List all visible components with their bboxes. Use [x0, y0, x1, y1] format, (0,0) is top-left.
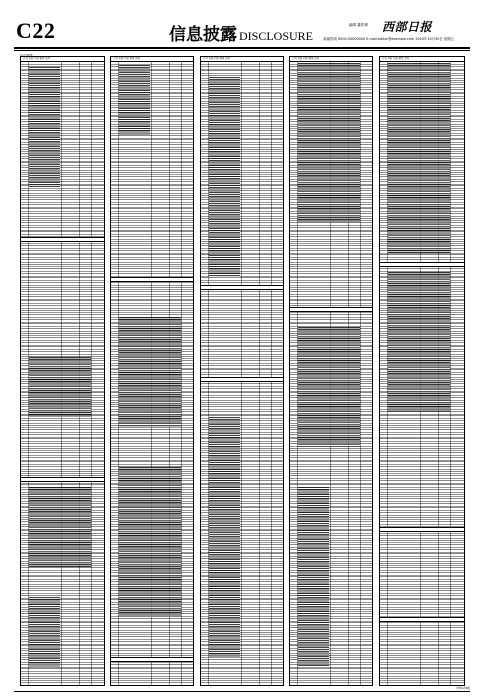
- column-header: 序号 名称 代码 数量 比例: [111, 57, 193, 62]
- bottom-rule: [14, 691, 470, 692]
- section-title: 信息披露: [169, 25, 237, 45]
- dense-text-block: [29, 357, 91, 417]
- section-divider: [380, 527, 464, 532]
- masthead: [14, 16, 470, 46]
- dense-text-block: [119, 317, 181, 427]
- dense-text-block: [119, 467, 181, 617]
- page-number: C22: [16, 18, 56, 43]
- continuation-note: 下转C23版: [455, 686, 470, 690]
- table-column-4: [289, 56, 373, 686]
- dense-text-block: [298, 63, 360, 223]
- newspaper-logo: 西部日报: [381, 20, 432, 34]
- dense-text-block: [298, 487, 329, 667]
- dense-text-block: [29, 67, 60, 187]
- section-divider: [111, 657, 193, 662]
- section-title-group: [169, 20, 313, 45]
- column-header: 序号 名称 代码 数量 比例: [380, 57, 464, 62]
- masthead-rule-thick: [14, 47, 470, 49]
- masthead-rule-thin: [14, 50, 470, 51]
- dense-text-block: [29, 487, 91, 567]
- table-column-2: [110, 56, 194, 686]
- contact-date-line: 新闻热线 0000-00000000 E-mail:editor@example.com 2020年10月30日 星期五: [323, 37, 454, 41]
- table-column-1: [20, 56, 105, 686]
- dense-text-block: [388, 63, 450, 253]
- section-divider: [21, 237, 104, 242]
- section-title-en: DISCLOSURE: [239, 29, 314, 43]
- section-divider: [380, 617, 464, 622]
- column-header: 序号 名称 代码 数量 比例: [201, 57, 283, 62]
- column-header: 序号 名称 代码 数量 比例: [290, 57, 372, 62]
- section-divider: [290, 307, 372, 312]
- disclosure-body: [20, 53, 465, 686]
- section-divider: [21, 477, 104, 482]
- dense-text-block: [209, 77, 240, 277]
- section-divider: [380, 262, 464, 267]
- column-header: 序号 名称 代码 数量 比例: [21, 57, 104, 62]
- dense-text-block: [119, 65, 150, 135]
- dense-text-block: [298, 327, 360, 447]
- editor-credit: 编辑 董奕博: [348, 23, 368, 27]
- section-divider: [201, 377, 283, 382]
- section-divider: [111, 277, 193, 282]
- section-divider: [201, 285, 283, 290]
- dense-text-block: [388, 272, 450, 412]
- dense-text-block: [29, 597, 60, 667]
- dense-text-block: [209, 417, 240, 657]
- table-column-5: [379, 56, 465, 686]
- table-column-3: [200, 56, 284, 686]
